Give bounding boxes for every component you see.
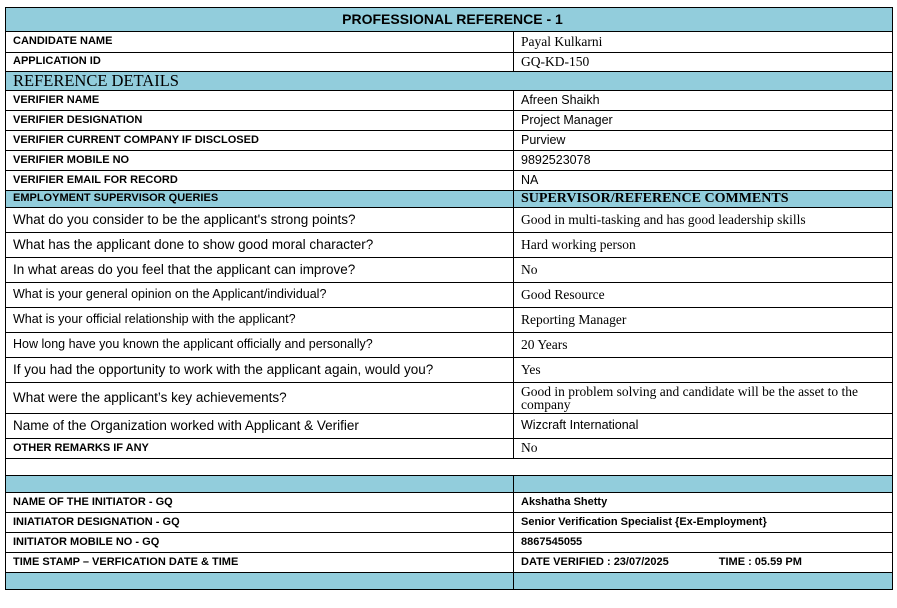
blue-separator-left [6, 476, 514, 493]
initiator-mobile-row [6, 533, 893, 553]
query-row [6, 283, 893, 308]
query-answer: Yes [514, 358, 893, 383]
verifier-company-value: Purview [514, 131, 893, 151]
initiator-name-label: NAME OF THE INITIATOR - GQ [6, 493, 514, 513]
initiator-mobile-label: INITIATOR MOBILE NO - GQ [6, 533, 514, 553]
query-answer: Good in multi-tasking and has good leadership skills [514, 208, 893, 233]
verifier-mobile-value: 9892523078 [514, 151, 893, 171]
date-verified: DATE VERIFIED : 23/07/2025 [521, 555, 669, 568]
application-id-row [6, 53, 893, 72]
verifier-designation-value: Project Manager [514, 111, 893, 131]
time-verified: TIME : 05.59 PM [718, 555, 802, 568]
candidate-name-row [6, 32, 893, 53]
footer-blue-row [6, 573, 893, 590]
title-row [6, 8, 893, 32]
initiator-designation-value: Senior Verification Specialist {Ex-Employment} [514, 513, 893, 533]
query-row [6, 233, 893, 258]
timestamp-row [6, 553, 893, 573]
queries-header-right: SUPERVISOR/REFERENCE COMMENTS [514, 191, 893, 208]
verifier-name-label: VERIFIER NAME [6, 91, 514, 111]
candidate-name-label: CANDIDATE NAME [6, 32, 514, 53]
initiator-designation-row [6, 513, 893, 533]
other-remarks-label: OTHER REMARKS IF ANY [6, 439, 514, 459]
query-row [6, 208, 893, 233]
query-answer: Wizcraft International [514, 414, 893, 439]
query-row [6, 333, 893, 358]
query-question: What is your official relationship with the applicant? [6, 308, 514, 333]
application-id-value: GQ-KD-150 [514, 53, 893, 72]
verifier-email-label: VERIFIER EMAIL FOR RECORD [6, 171, 514, 191]
verifier-company-row [6, 131, 893, 151]
query-answer: 20 Years [514, 333, 893, 358]
candidate-name-value: Payal Kulkarni [514, 32, 893, 53]
verifier-mobile-row [6, 151, 893, 171]
query-question: What is your general opinion on the Applicant/individual? [6, 283, 514, 308]
timestamp-label: TIME STAMP – VERFICATION DATE & TIME [6, 553, 514, 573]
query-question: In what areas do you feel that the applicant can improve? [6, 258, 514, 283]
verifier-email-row [6, 171, 893, 191]
other-remarks-row [6, 439, 893, 459]
blank-spacer-cell [6, 459, 893, 476]
query-question: If you had the opportunity to work with the applicant again, would you? [6, 358, 514, 383]
query-question: What do you consider to be the applicant's strong points? [6, 208, 514, 233]
blank-spacer-row [6, 459, 893, 476]
queries-header-row [6, 191, 893, 208]
verifier-email-value: NA [514, 171, 893, 191]
query-answer: Good in problem solving and candidate will be the asset to the company [514, 383, 893, 414]
verifier-name-value: Afreen Shaikh [514, 91, 893, 111]
verifier-designation-label: VERIFIER DESIGNATION [6, 111, 514, 131]
professional-reference-table [5, 7, 893, 590]
query-answer: Hard working person [514, 233, 893, 258]
blue-separator-row [6, 476, 893, 493]
reference-details-heading: REFERENCE DETAILS [6, 72, 893, 91]
blue-separator-right [514, 476, 893, 493]
query-answer: Good Resource [514, 283, 893, 308]
query-row [6, 383, 893, 414]
query-row [6, 308, 893, 333]
verifier-name-row [6, 91, 893, 111]
query-row [6, 414, 893, 439]
query-question: How long have you known the applicant officially and personally? [6, 333, 514, 358]
query-row [6, 358, 893, 383]
query-row [6, 258, 893, 283]
query-question: What were the applicant’s key achievements? [6, 383, 514, 414]
reference-details-row [6, 72, 893, 91]
query-question: What has the applicant done to show good moral character? [6, 233, 514, 258]
initiator-designation-label: INIATIATOR DESIGNATION - GQ [6, 513, 514, 533]
initiator-name-value: Akshatha Shetty [514, 493, 893, 513]
verifier-company-label: VERIFIER CURRENT COMPANY IF DISCLOSED [6, 131, 514, 151]
initiator-name-row [6, 493, 893, 513]
footer-blue-left [6, 573, 514, 590]
verifier-designation-row [6, 111, 893, 131]
other-remarks-value: No [514, 439, 893, 459]
initiator-mobile-value: 8867545055 [514, 533, 893, 553]
query-answer: Reporting Manager [514, 308, 893, 333]
timestamp-value [514, 553, 893, 573]
query-answer: No [514, 258, 893, 283]
footer-blue-right [514, 573, 893, 590]
verifier-mobile-label: VERIFIER MOBILE NO [6, 151, 514, 171]
application-id-label: APPLICATION ID [6, 53, 514, 72]
document-title: PROFESSIONAL REFERENCE - 1 [6, 8, 893, 32]
queries-header-left: EMPLOYMENT SUPERVISOR QUERIES [6, 191, 514, 208]
query-question: Name of the Organization worked with Applicant & Verifier [6, 414, 514, 439]
